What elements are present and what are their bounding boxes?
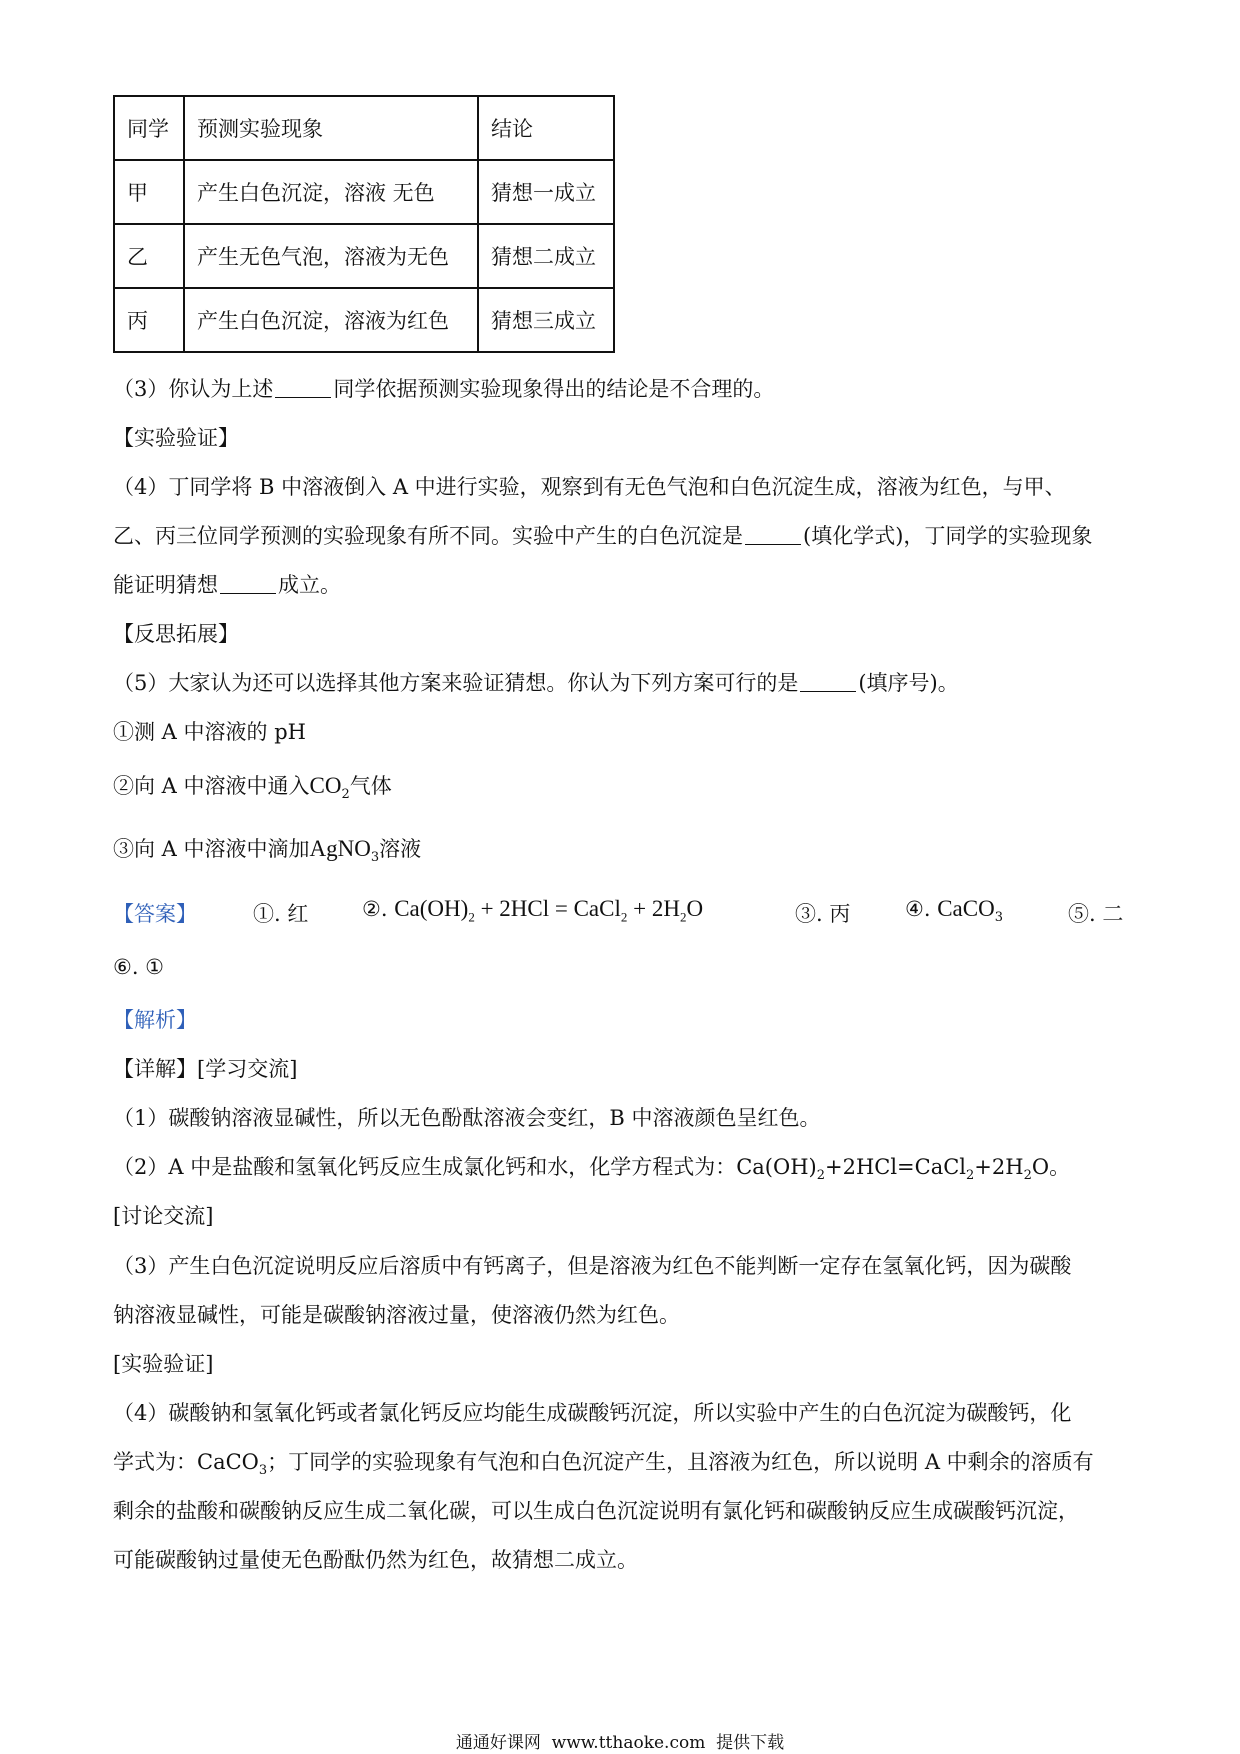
expl-text: +2HCl=CaCl xyxy=(824,1155,967,1179)
footer-watermark: 通通好课网 www.tthaoke.com 提供下载 xyxy=(455,1733,785,1753)
eq-part: (OH) xyxy=(419,896,469,921)
answer-3: ③. 丙 xyxy=(795,902,851,926)
subscript: 2 xyxy=(966,1168,975,1184)
q4-text: 能证明猜想 xyxy=(113,573,218,597)
expl-text: ；丁同学的实验现象有气泡和白色沉淀产生，且溶液为红色，所以说明 A 中剩余的溶质有 xyxy=(267,1450,1094,1474)
option-text: 气体 xyxy=(349,774,392,798)
answer-1: ①. 红 xyxy=(253,902,309,926)
q4-text: 成立。 xyxy=(278,573,341,597)
table-cell: 产生无色气泡，溶液为无色 xyxy=(184,224,478,288)
question-4-line xyxy=(113,569,341,599)
table-header-cell: 结论 xyxy=(478,96,614,160)
table-cell: 猜想三成立 xyxy=(478,288,614,352)
option-text: ③向 A 中溶液中滴加 xyxy=(113,837,310,861)
answer-index: ④. xyxy=(905,897,931,921)
expl-text: 学式为：CaCO xyxy=(113,1450,259,1474)
formula-co2: CO xyxy=(309,773,342,798)
table-cell: 甲 xyxy=(114,160,184,224)
subscript: 3 xyxy=(258,1463,268,1479)
formula-caco3: CaCO xyxy=(937,896,995,921)
question-4-line: （4）丁同学将 B 中溶液倒入 A 中进行实验，观察到有无色气泡和白色沉淀生成，溶液为红色，与甲、 xyxy=(113,475,1066,499)
option-text: 溶液 xyxy=(379,837,422,861)
expl-text: （2）A 中是盐酸和氢氧化钙反应生成氯化钙和水，化学方程式为：Ca(OH) xyxy=(113,1155,817,1179)
table-row xyxy=(114,160,614,224)
prediction-table xyxy=(113,95,615,353)
table-cell: 丙 xyxy=(114,288,184,352)
table-header-row xyxy=(114,96,614,160)
explanation-2 xyxy=(113,1151,1070,1183)
subscript: 2 xyxy=(679,909,687,925)
analysis-label: 【解析】 xyxy=(113,1008,197,1032)
discussion-heading: [讨论交流] xyxy=(113,1204,214,1228)
subscript: 3 xyxy=(994,910,1003,926)
q5-text: (填序号)。 xyxy=(858,671,959,695)
answer-6: ⑥. ① xyxy=(113,955,165,979)
expl-text: O。 xyxy=(1031,1155,1071,1179)
answer-label: 【答案】 xyxy=(113,902,197,926)
expl-text: +2H xyxy=(974,1155,1024,1179)
detail-heading: 【详解】[学习交流] xyxy=(113,1057,298,1081)
q4-text: 乙、丙三位同学预测的实验现象有所不同。实验中产生的白色沉淀是 xyxy=(113,524,743,548)
eq-part: + 2HCl = CaCl xyxy=(474,896,621,921)
answer-blank xyxy=(800,671,856,692)
verify-heading: [实验验证] xyxy=(113,1352,214,1376)
q4-text: (填化学式)，丁同学的实验现象 xyxy=(803,524,1093,548)
question-4-line xyxy=(113,520,1092,550)
eq-part: O xyxy=(686,896,704,921)
section-heading: 【实验验证】 xyxy=(113,426,239,450)
section-heading: 【反思拓展】 xyxy=(113,622,239,646)
explanation-4-line: 剩余的盐酸和碳酸钠反应生成二氧化碳，可以生成白色沉淀说明有氯化钙和碳酸钠反应生成碳酸钙沉淀， xyxy=(113,1499,1079,1523)
answer-2 xyxy=(362,896,703,926)
eq-part: + 2H xyxy=(627,896,680,921)
option-2 xyxy=(113,770,392,802)
answer-4 xyxy=(905,896,1003,925)
answer-blank xyxy=(275,377,331,398)
subscript: 3 xyxy=(370,850,380,866)
table-row xyxy=(114,224,614,288)
explanation-4-line: （4）碳酸钠和氢氧化钙或者氯化钙反应均能生成碳酸钙沉淀，所以实验中产生的白色沉淀为碳酸钙，化 xyxy=(113,1401,1072,1425)
question-3 xyxy=(113,373,774,403)
table-cell: 猜想一成立 xyxy=(478,160,614,224)
subscript: 2 xyxy=(341,787,350,803)
subscript: 2 xyxy=(816,1168,825,1184)
answer-5: ⑤. 二 xyxy=(1068,902,1124,926)
answer-index: ②. xyxy=(362,897,388,921)
explanation-4-line xyxy=(113,1446,1094,1478)
table-cell: 乙 xyxy=(114,224,184,288)
option-1: ①测 A 中溶液的 pH xyxy=(113,720,306,744)
question-5 xyxy=(113,667,959,697)
explanation-1: （1）碳酸钠溶液显碱性，所以无色酚酞溶液会变红，B 中溶液颜色呈红色。 xyxy=(113,1106,821,1130)
q3-text: 同学依据预测实验现象得出的结论是不合理的。 xyxy=(333,377,775,401)
explanation-3-line: （3）产生白色沉淀说明反应后溶质中有钙离子，但是溶液为红色不能判断一定存在氢氧化钙，因为碳酸 xyxy=(113,1254,1072,1278)
formula-agno3: AgNO xyxy=(309,836,371,861)
table-header-cell: 预测实验现象 xyxy=(184,96,478,160)
subscript: 2 xyxy=(468,909,475,925)
explanation-4-line: 可能碳酸钠过量使无色酚酞仍然为红色，故猜想二成立。 xyxy=(113,1548,638,1572)
answer-blank xyxy=(745,524,801,545)
table-header-cell: 同学 xyxy=(114,96,184,160)
q3-text: （3）你认为上述 xyxy=(113,377,274,401)
answer-blank xyxy=(220,573,276,594)
explanation-3-line: 钠溶液显碱性，可能是碳酸钠溶液过量，使溶液仍然为红色。 xyxy=(113,1303,680,1327)
option-text: ②向 A 中溶液中通入 xyxy=(113,774,310,798)
eq-part: Ca xyxy=(394,896,420,921)
table-cell: 产生白色沉淀，溶液为红色 xyxy=(184,288,478,352)
q5-text: （5）大家认为还可以选择其他方案来验证猜想。你认为下列方案可行的是 xyxy=(113,671,799,695)
option-3 xyxy=(113,833,421,865)
equation xyxy=(394,896,704,925)
table-cell: 猜想二成立 xyxy=(478,224,614,288)
subscript: 2 xyxy=(1023,1168,1032,1184)
table-cell: 产生白色沉淀，溶液 无色 xyxy=(184,160,478,224)
table-row xyxy=(114,288,614,352)
subscript: 2 xyxy=(620,909,628,925)
